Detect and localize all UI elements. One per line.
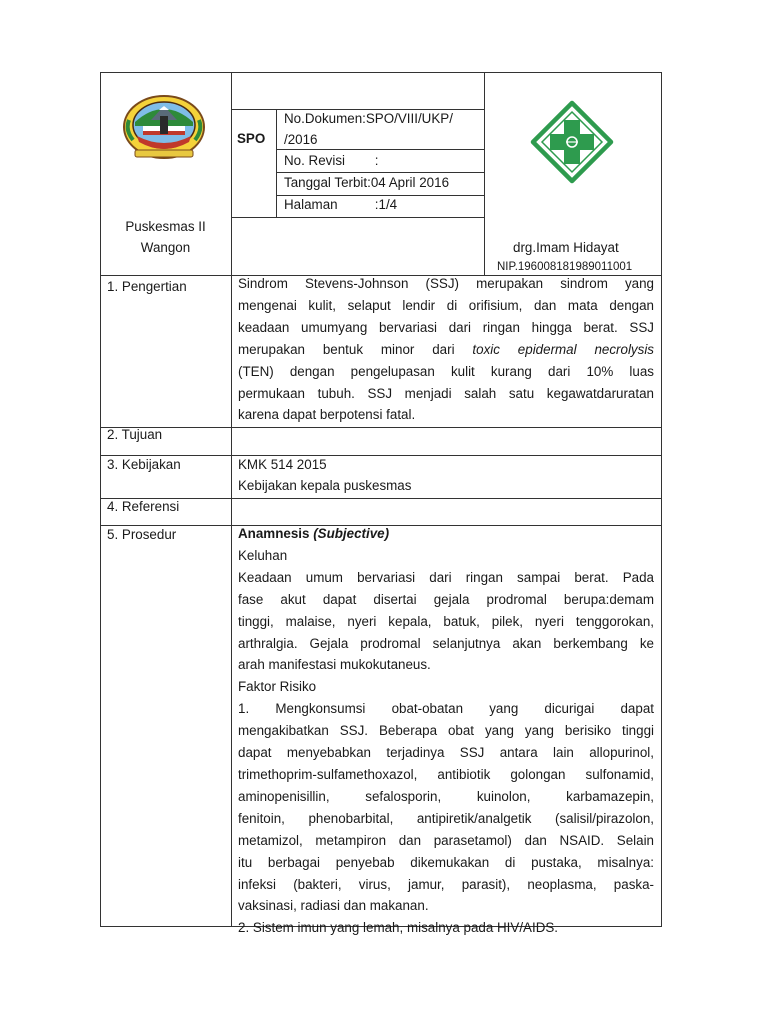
faktor-heading: Faktor Risiko [238,679,317,695]
text-line: itu berbagai penyebab dikemukakan di pustaka, misalnya: [238,854,654,870]
anamnesis-heading [238,523,654,545]
text-line: metamizol, metampiron dan parasetamol) dan NSAID. Selain [238,832,654,848]
text-line: 1. Mengkonsumsi obat-obatan yang dicurigai dapat [238,701,654,717]
text-fragment: merupakan bentuk minor dari [238,341,455,357]
text-line: aminopenisillin, sefalosporin, kuinolon, karbamazepin, [238,788,654,804]
text-line: permukaan tubuh. SSJ menjadi salah satu kegawatdaruratan [238,385,654,401]
section-label-prosedur: 5. Prosedur [107,527,177,542]
section-label-pengertian: 1. Pengertian [107,279,187,294]
heading-bold-italic: (Subjective) [313,526,390,541]
text-line: tinggi, malaise, nyeri kepala, batuk, pilek, nyeri tenggorokan, [238,613,654,629]
text-line-mixed [238,339,654,361]
puskesmas-logo [530,100,614,184]
text-line: fase akut dapat disertai gejala prodromal berupa:demam [238,591,654,607]
text-line: 2. Sistem imun yang lemah, misalnya pada HIV/AIDS. [238,920,559,936]
section-label-kebijakan: 3. Kebijakan [107,457,181,472]
text-line: vaksinasi, radiasi dan makanan. [238,898,429,914]
text-line: trimethoprim-sulfamethoxazol, antibiotik golongan sulfonamid, [238,766,654,782]
page-number: Halaman :1/4 [284,197,398,212]
text-fragment-italic: toxic epidermal necrolysis [472,341,654,357]
text-line: arthralgia. Gejala prodromal selanjutnya akan berkembang ke [238,635,654,651]
text-line: dapat menyebabkan terjadinya SSJ antara lain allopurinol, [238,745,654,761]
health-cross-icon [530,100,614,184]
spo-label: SPO [237,131,266,146]
regency-emblem-logo [121,92,207,162]
text-line: fenitoin, phenobarbital, antipiretik/analgetik (salisil/pirazolon, [238,810,654,826]
organization-name: Puskesmas II [125,219,206,234]
document-number-year: /2016 [284,132,318,147]
regency-emblem-icon [121,92,207,162]
text-line: karena dapat berpotensi fatal. [238,407,416,423]
document-number: No.Dokumen:SPO/VIII/UKP/ [284,111,453,126]
kebijakan-policy: Kebijakan kepala puskesmas [238,478,412,493]
heading-bold: Anamnesis [238,526,310,541]
text-line: infeksi (bakteri, virus, jamur, parasit), neoplasma, paska- [238,876,654,892]
pengertian-text [238,273,654,426]
issue-date: Tanggal Terbit:04 April 2016 [284,175,450,190]
signer-nip: NIP.196008181989011001 [497,261,633,273]
signer-name: drg.Imam Hidayat [513,240,619,255]
section-label-tujuan: 2. Tujuan [107,427,163,442]
text-line: (TEN) dengan pengelupasan kulit kurang dari 10% luas [238,363,654,379]
text-line: keadaan umumyang bervariasi dari ringan hingga berat. SSJ [238,319,654,335]
revision-number: No. Revisi : [284,153,379,168]
prosedur-text [238,523,654,939]
text-line: arah manifestasi mukokutaneus. [238,657,431,673]
kebijakan-regulation: KMK 514 2015 [238,457,327,472]
text-line: Sindrom Stevens-Johnson (SSJ) merupakan sindrom yang [238,276,654,291]
organization-location: Wangon [140,240,191,255]
keluhan-heading: Keluhan [238,547,288,563]
section-label-referensi: 4. Referensi [107,499,180,514]
text-line: mengenai kulit, selaput lendir di orifisium, dan mata dengan [238,297,654,313]
text-line: Keadaan umum bervariasi dari ringan sampai berat. Pada [238,569,654,585]
text-line: mengakibatkan SSJ. Beberapa obat yang yang berisiko tinggi [238,723,654,739]
